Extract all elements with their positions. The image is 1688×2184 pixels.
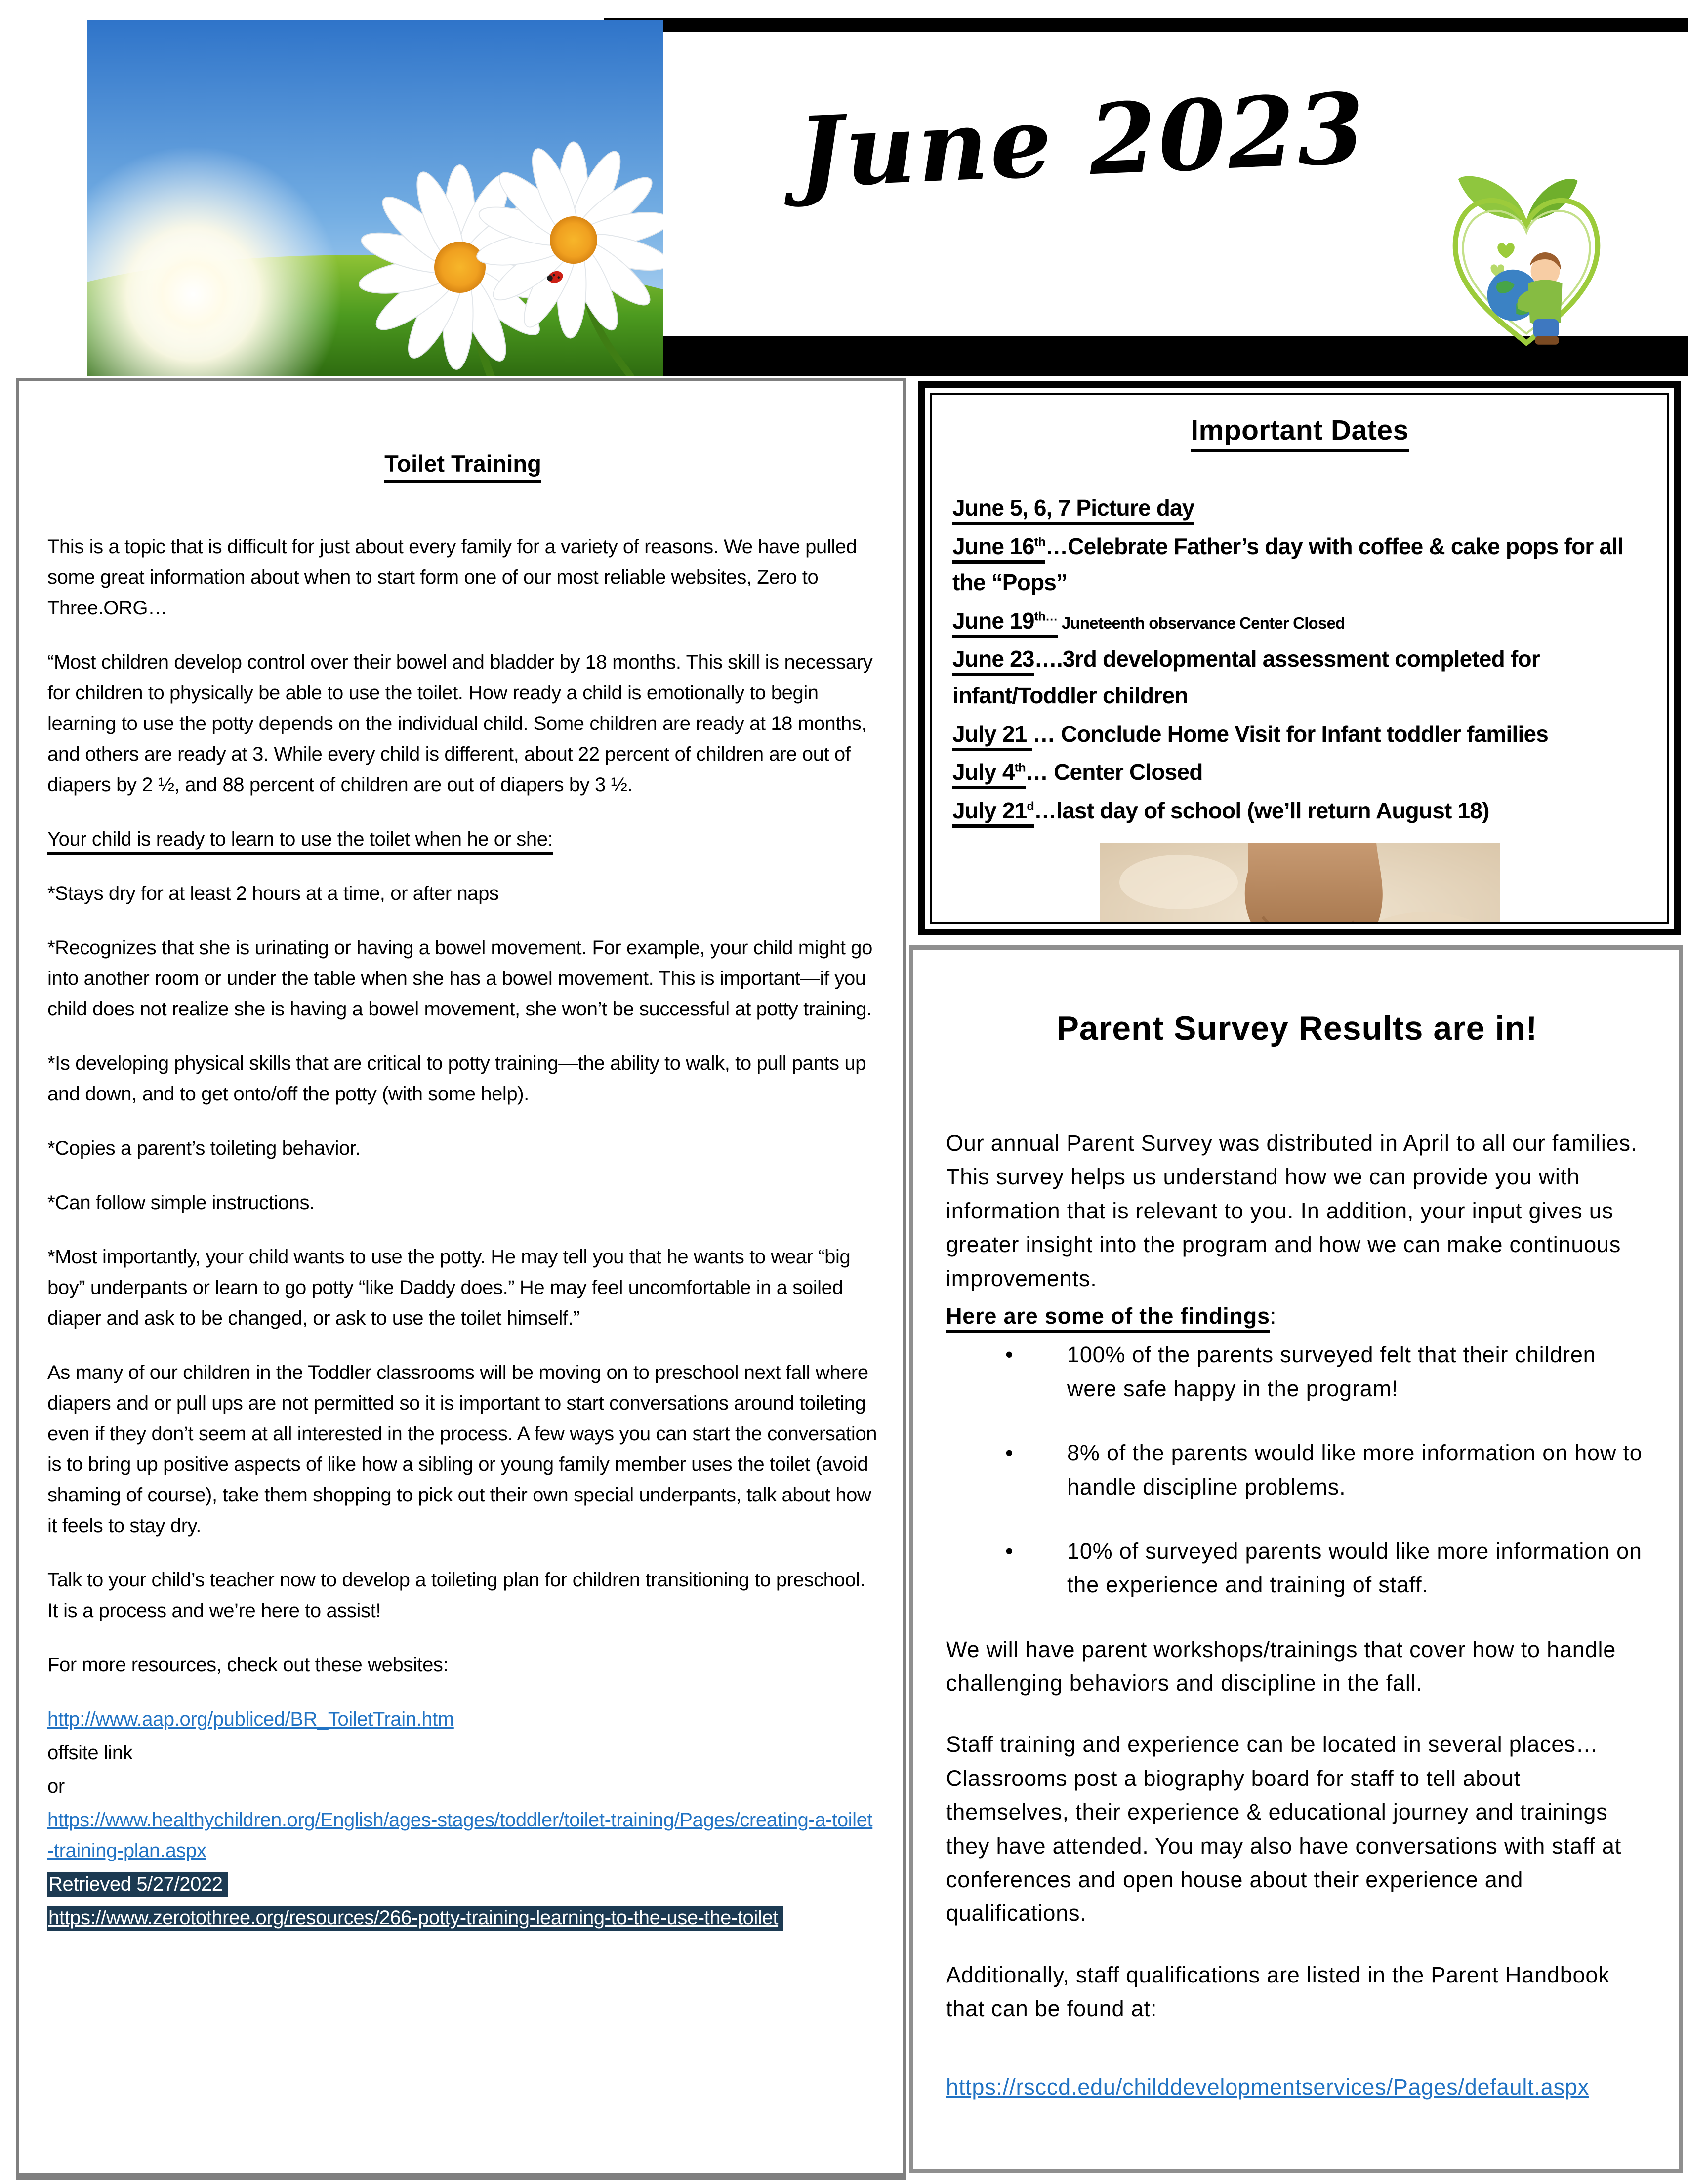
important-dates-box (918, 381, 1681, 935)
rsccd-handbook-link[interactable]: https://rsccd.edu/childdevelopmentservices/Pages/default.aspx (946, 2074, 1589, 2100)
article-subheading: Your child is ready to learn to use the toilet when he or she: (47, 824, 878, 854)
top-black-bar (604, 18, 1688, 32)
article-bullet: *Is developing physical skills that are critical to potty training—the ability to walk, to pull pants up and down, and to get onto/off the potty (with some help). (47, 1052, 866, 1105)
article-bullet: *Most importantly, your child wants to use the potty. He may tell you that he wants to wear “big boy” underpants or learn to go potty “like Daddy does.” He may feel uncomfortable in a soiled diaper and ask to be changed, or ask to use the toilet himself.” (47, 1246, 851, 1329)
article-bullet: *Can follow simple instructions. (47, 1192, 315, 1213)
newsletter-month-title: June 2023 (795, 71, 1369, 210)
survey-finding-item: • 8% of the parents would like more information on how to handle discipline problems. (946, 1436, 1648, 1504)
healthychildren-link[interactable]: https://www.healthychildren.org/English/ages-stages/toddler/toilet-training/Pages/creating-a-toilet-training-plan.aspx (47, 1809, 873, 1861)
date-item: June 16th…Celebrate Father’s day with coffee & cake pops for all the “Pops” (952, 533, 1624, 596)
toilet-training-article (16, 378, 906, 2180)
survey-paragraph: We will have parent workshops/trainings that cover how to handle challenging behaviors and discipline in the fall. (946, 1636, 1616, 1696)
article-paragraph: This is a topic that is difficult for just about every family for a variety of reasons. We have pulled some great information about when to start form one of our most reliable websites, Zero to Three.ORG… (47, 536, 857, 619)
article-title: Toilet Training (47, 450, 878, 477)
survey-finding-item: • 10% of surveyed parents would like more information on the experience and training of staff. (946, 1535, 1648, 1602)
child-earth-heart-logo (1440, 165, 1613, 353)
parent-survey-box (909, 945, 1683, 2173)
zerotothree-link[interactable]: https://www.zerotothree.org/resources/266-potty-training-learning-to-the-use-the-toilet (48, 1907, 779, 1929)
article-paragraph: “Most children develop control over their bowel and bladder by 18 months. This skill is necessary for children to physically be able to use the toilet. How ready a child is emotionally to begin learning to use the potty depends on the individual child. Some children are ready at 18 months, and others are ready at 3. While every child is different, about 22 percent of children are out of diapers by 2 ½, and 88 percent of children are out of diapers by 3 ½. (47, 651, 873, 796)
date-item: June 5, 6, 7 Picture day (952, 490, 1647, 526)
bullet-icon: • (1005, 1538, 1014, 1564)
survey-paragraph: Additionally, staff qualifications are listed in the Parent Handbook that can be found at: (946, 1962, 1610, 2022)
survey-paragraph: Our annual Parent Survey was distributed in April to all our families. This survey helps us understand how we can provide you with information that is relevant to you. In addition, your input gives us greater insight into the program and how we can make continuous improvements. (946, 1131, 1638, 1291)
survey-findings-heading: Here are some of the findings: (946, 1299, 1648, 1333)
bullet-icon: • (1005, 1342, 1014, 1368)
article-paragraph: Talk to your child’s teacher now to develop a toileting plan for children transitioning to preschool. It is a process and we’re here to assist! (47, 1569, 865, 1621)
article-bullet: *Stays dry for at least 2 hours at a time, or after naps (47, 883, 499, 904)
survey-paragraph: Staff training and experience can be located in several places…Classrooms post a biography board for staff to tell about themselves, their experience & educational journey and trainings they have attended. You may also have conversations with staff at conferences and open house about their experience and qualifications. (946, 1732, 1622, 1926)
article-bullet: *Copies a parent’s toileting behavior. (47, 1137, 361, 1159)
or-label: or (47, 1776, 65, 1797)
date-item: July 4th… Center Closed (952, 754, 1647, 791)
date-item: July 21 … Conclude Home Visit for Infant toddler families (952, 716, 1647, 753)
survey-title: Parent Survey Results are in! (1056, 1010, 1538, 1047)
hands-photo (1100, 843, 1500, 924)
date-item: June $19^{th\dots}$ Juneteenth observance Center Closed (952, 603, 1647, 640)
article-bullet: *Recognizes that she is urinating or having a bowel movement. For example, your child might go into another room or under the table when she has a bowel movement. This is important—if you child does not realize she is having a bowel movement, she won’t be successful at potty training. (47, 937, 872, 1020)
header-photo (87, 20, 663, 376)
survey-finding-item: • 100% of the parents surveyed felt that their children were safe happy in the program! (946, 1338, 1648, 1406)
retrieved-date-highlight: Retrieved 5/27/2022 (47, 1872, 228, 1897)
offsite-link-label: offsite link (47, 1742, 133, 1764)
bullet-icon: • (1005, 1440, 1014, 1466)
aap-toilet-train-link[interactable]: http://www.aap.org/publiced/BR_ToiletTrain.htm (47, 1708, 454, 1730)
resources-label: For more resources, check out these websites: (47, 1654, 449, 1676)
date-item: June 23….3rd developmental assessment completed for infant/Toddler children (952, 646, 1540, 708)
date-item: July 21$^d$…last day of school (we’ll return August 18) (952, 793, 1647, 829)
important-dates-title: Important Dates (952, 414, 1647, 446)
article-paragraph: As many of our children in the Toddler classrooms will be moving on to preschool next fall where diapers and or pull ups are not permitted so it is important to start conversations around toileting even if they don’t seem at all interested in the process. A few ways you can start the conversation is to bring up positive aspects of like how a sibling or young family member uses the toilet (avoid shaming of course), take them shopping to pick out their own special underpants, talk about how it feels to stay dry. (47, 1362, 877, 1537)
